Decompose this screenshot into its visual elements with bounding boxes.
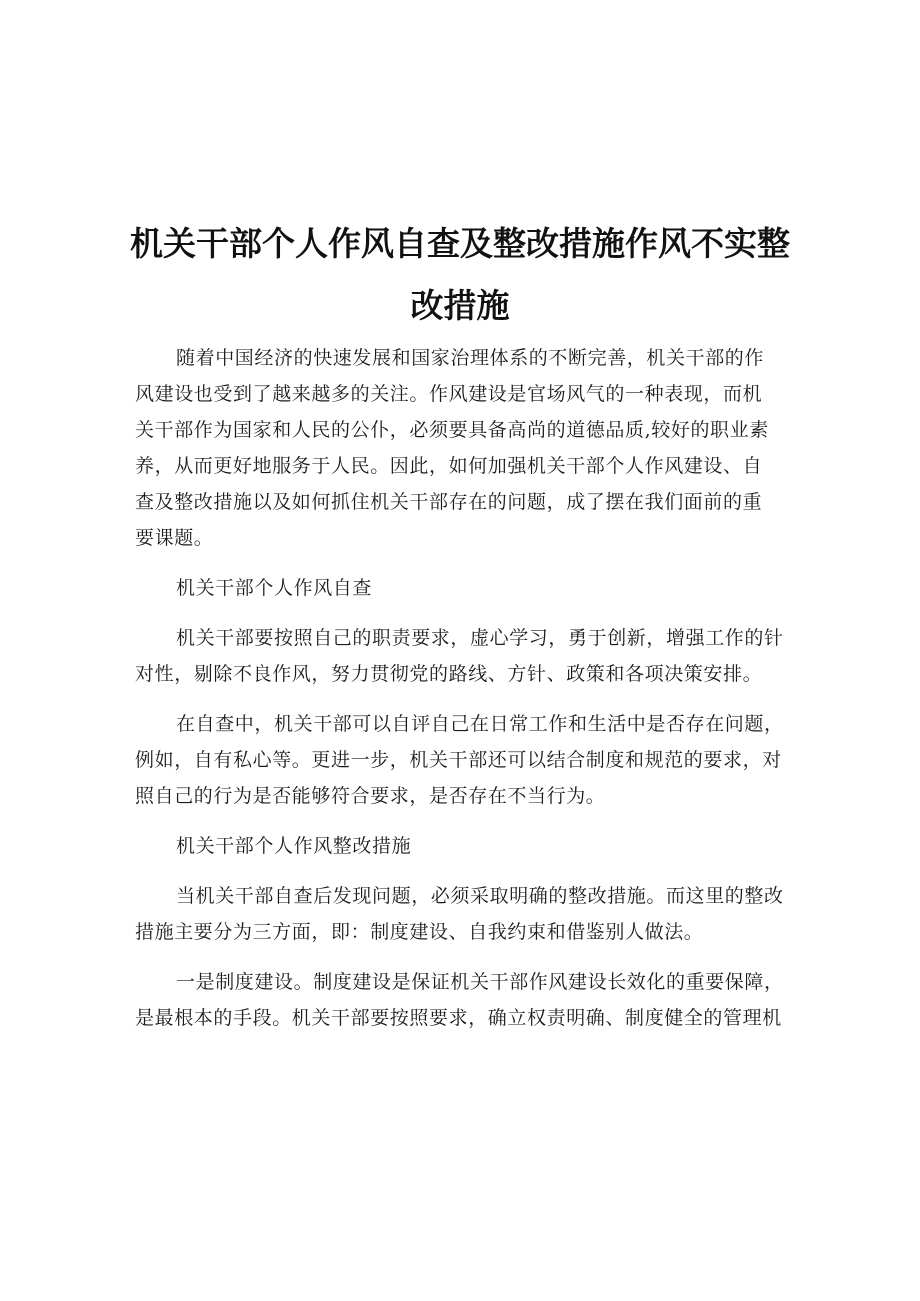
document-title-line-2: 改措施 — [410, 286, 510, 325]
text-line: 查及整改措施以及如何抓住机关干部存在的问题，成了摆在我们面前的重 — [135, 491, 763, 513]
text-line: 风建设也受到了越来越多的关注。作风建设是官场风气的一种表现，而机 — [135, 383, 763, 405]
paragraph-system-building — [135, 964, 800, 1036]
section-heading: 机关干部个人作风自查 — [176, 577, 373, 599]
text-line: 关干部作为国家和人民的公仆，必须要具备高尚的道德品质,较好的职业素 — [135, 419, 769, 441]
section-heading-rectification — [135, 828, 800, 864]
text-line: 随着中国经济的快速发展和国家治理体系的不断完善，机关干部的作 — [176, 347, 765, 369]
text-line: 是最根本的手段。机关干部要按照要求，确立权责明确、制度健全的管理机 — [135, 1007, 782, 1029]
section-heading-self-check — [135, 570, 800, 606]
text-line: 要课题。 — [135, 527, 214, 549]
text-line: 对性，剔除不良作风，努力贯彻党的路线、方针、政策和各项决策安排。 — [135, 663, 763, 685]
document-title-line-1: 机关干部个人作风自查及整改措施作风不实整 — [130, 224, 790, 263]
text-line: 养，从而更好地服务于人民。因此，如何加强机关干部个人作风建设、自 — [135, 455, 763, 477]
text-line: 当机关干部自查后发现问题，必须采取明确的整改措施。而这里的整改 — [176, 885, 784, 907]
document-body — [135, 340, 800, 1036]
paragraph-duties — [135, 620, 800, 692]
text-line: 照自己的行为是否能够符合要求，是否存在不当行为。 — [135, 785, 606, 807]
text-line: 机关干部要按照自己的职责要求，虚心学习，勇于创新，增强工作的针 — [176, 627, 784, 649]
text-line: 例如，自有私心等。更进一步，机关干部还可以结合制度和规范的要求，对 — [135, 749, 782, 771]
text-line: 在自查中，机关干部可以自评自己在日常工作和生活中是否存在问题， — [176, 713, 784, 735]
text-line: 措施主要分为三方面，即：制度建设、自我约束和借鉴别人做法。 — [135, 921, 704, 943]
paragraph-measures — [135, 878, 800, 950]
paragraph-intro — [135, 340, 800, 556]
paragraph-self-evaluation — [135, 706, 800, 814]
text-line: 一是制度建设。制度建设是保证机关干部作风建设长效化的重要保障， — [176, 971, 784, 993]
section-heading: 机关干部个人作风整改措施 — [176, 835, 412, 857]
